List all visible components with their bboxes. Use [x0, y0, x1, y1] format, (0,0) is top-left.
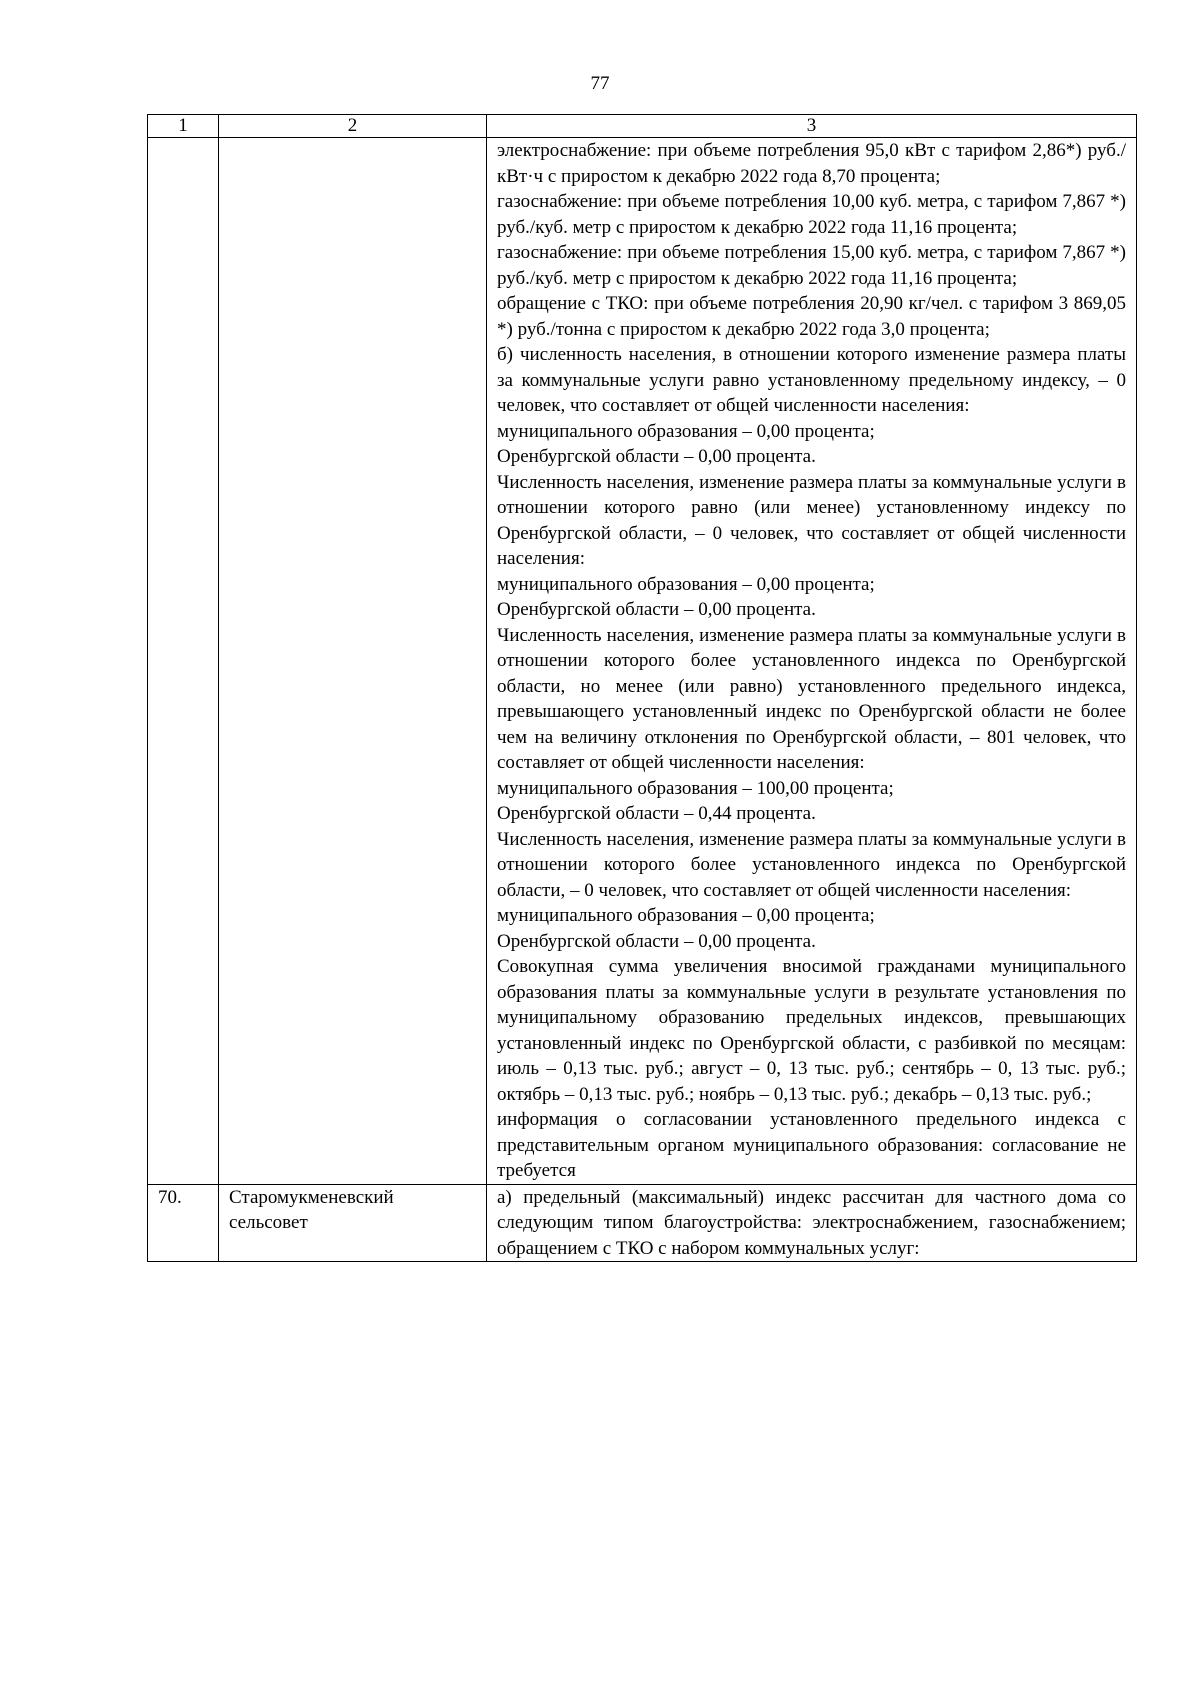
header-col-2: 2 [219, 115, 487, 138]
paragraph: Численность населения, изменение размера платы за коммунальные услуги в отношении которого равно (или менее) установленному индексу по Оренбургской области, – 0 человек, что составляет от общей численности населения: [497, 471, 1126, 569]
paragraph: обращение с ТКО: при объеме потребления 20,90 кг/чел. с тарифом 3 869,05 *) руб./тонна с приростом к декабрю 2022 года 3,0 процента; [497, 293, 1126, 340]
table-row [148, 138, 1137, 1185]
paragraph: Численность населения, изменение размера платы за коммунальные услуги в отношении которого более установленного индекса по Оренбургской области, но менее (или равно) установленного предельного индекса, превышающего установленный индекс по Оренбургской области не более чем на величину отклонения по Оренбургской области, – 801 человек, что составляет от общей численности населения: [497, 624, 1126, 773]
row-content [487, 138, 1137, 1185]
paragraph: б) численность населения, в отношении которого изменение размера платы за коммунальные услуги равно установленному предельному индексу, – 0 человек, что составляет от общей численности населения: [497, 344, 1126, 416]
row-number [148, 138, 219, 1185]
paragraph: Численность населения, изменение размера платы за коммунальные услуги в отношении которого более установленного индекса по Оренбургской области, – 0 человек, что составляет от общей численности населения: [497, 828, 1126, 901]
table-row [148, 1184, 1137, 1262]
paragraph: электроснабжение: при объеме потребления 95,0 кВт с тарифом 2,86*) руб./кВт·ч с приростом к декабрю 2022 года 8,70 процента; [497, 140, 1126, 187]
row-content [487, 1184, 1137, 1262]
paragraph: Оренбургской области – 0,00 процента. [497, 446, 816, 467]
row-name: Старомукменевский сельсовет [219, 1184, 487, 1262]
paragraph: Совокупная сумма увеличения вносимой гражданами муниципального образования платы за коммунальные услуги в результате установления по муниципальному образованию предельных индексов, превышающих установленный индекс по Оренбургской области, с разбивкой по месяцам: июль – 0,13 тыс. руб.; август – 0, 13 тыс. руб.; сентябрь – 0, 13 тыс. руб.; октябрь – 0,13 тыс. руб.; ноябрь – 0,13 тыс. руб.; декабрь – 0,13 тыс. руб.; [497, 956, 1126, 1105]
header-col-1: 1 [148, 115, 219, 138]
main-table [147, 114, 1137, 1262]
paragraph: информация о согласовании установленного предельного индекса с представительным органом муниципального образования: согласование не требуется [497, 1109, 1126, 1181]
row-name [219, 138, 487, 1185]
paragraph: муниципального образования – 0,00 процента; [497, 420, 875, 442]
paragraph: Оренбургской области – 0,00 процента. [497, 599, 816, 620]
row-number: 70. [148, 1184, 219, 1262]
paragraph: муниципального образования – 0,00 процента; [497, 573, 875, 595]
paragraph: газоснабжение: при объеме потребления 15,00 куб. метра, с тарифом 7,867 *) руб./куб. метр с приростом к декабрю 2022 года 11,16 процента; [497, 242, 1126, 289]
paragraph: муниципального образования – 0,00 процента; [497, 905, 875, 926]
paragraph: муниципального образования – 100,00 процента; [497, 777, 894, 799]
table-header-row [148, 115, 1137, 138]
page-number: 77 [590, 73, 610, 94]
paragraph: Оренбургской области – 0,44 процента. [497, 803, 816, 824]
header-col-3: 3 [487, 115, 1137, 138]
paragraph: Оренбургской области – 0,00 процента. [497, 930, 816, 952]
paragraph: а) предельный (максимальный) индекс рассчитан для частного дома со следующим типом благоустройства: электроснабжением, газоснабжением; обращением с ТКО с набором коммунальных услуг: [497, 1186, 1126, 1259]
paragraph: газоснабжение: при объеме потребления 10,00 куб. метра, с тарифом 7,867 *) руб./куб. метр с приростом к декабрю 2022 года 11,16 процента; [497, 191, 1126, 238]
